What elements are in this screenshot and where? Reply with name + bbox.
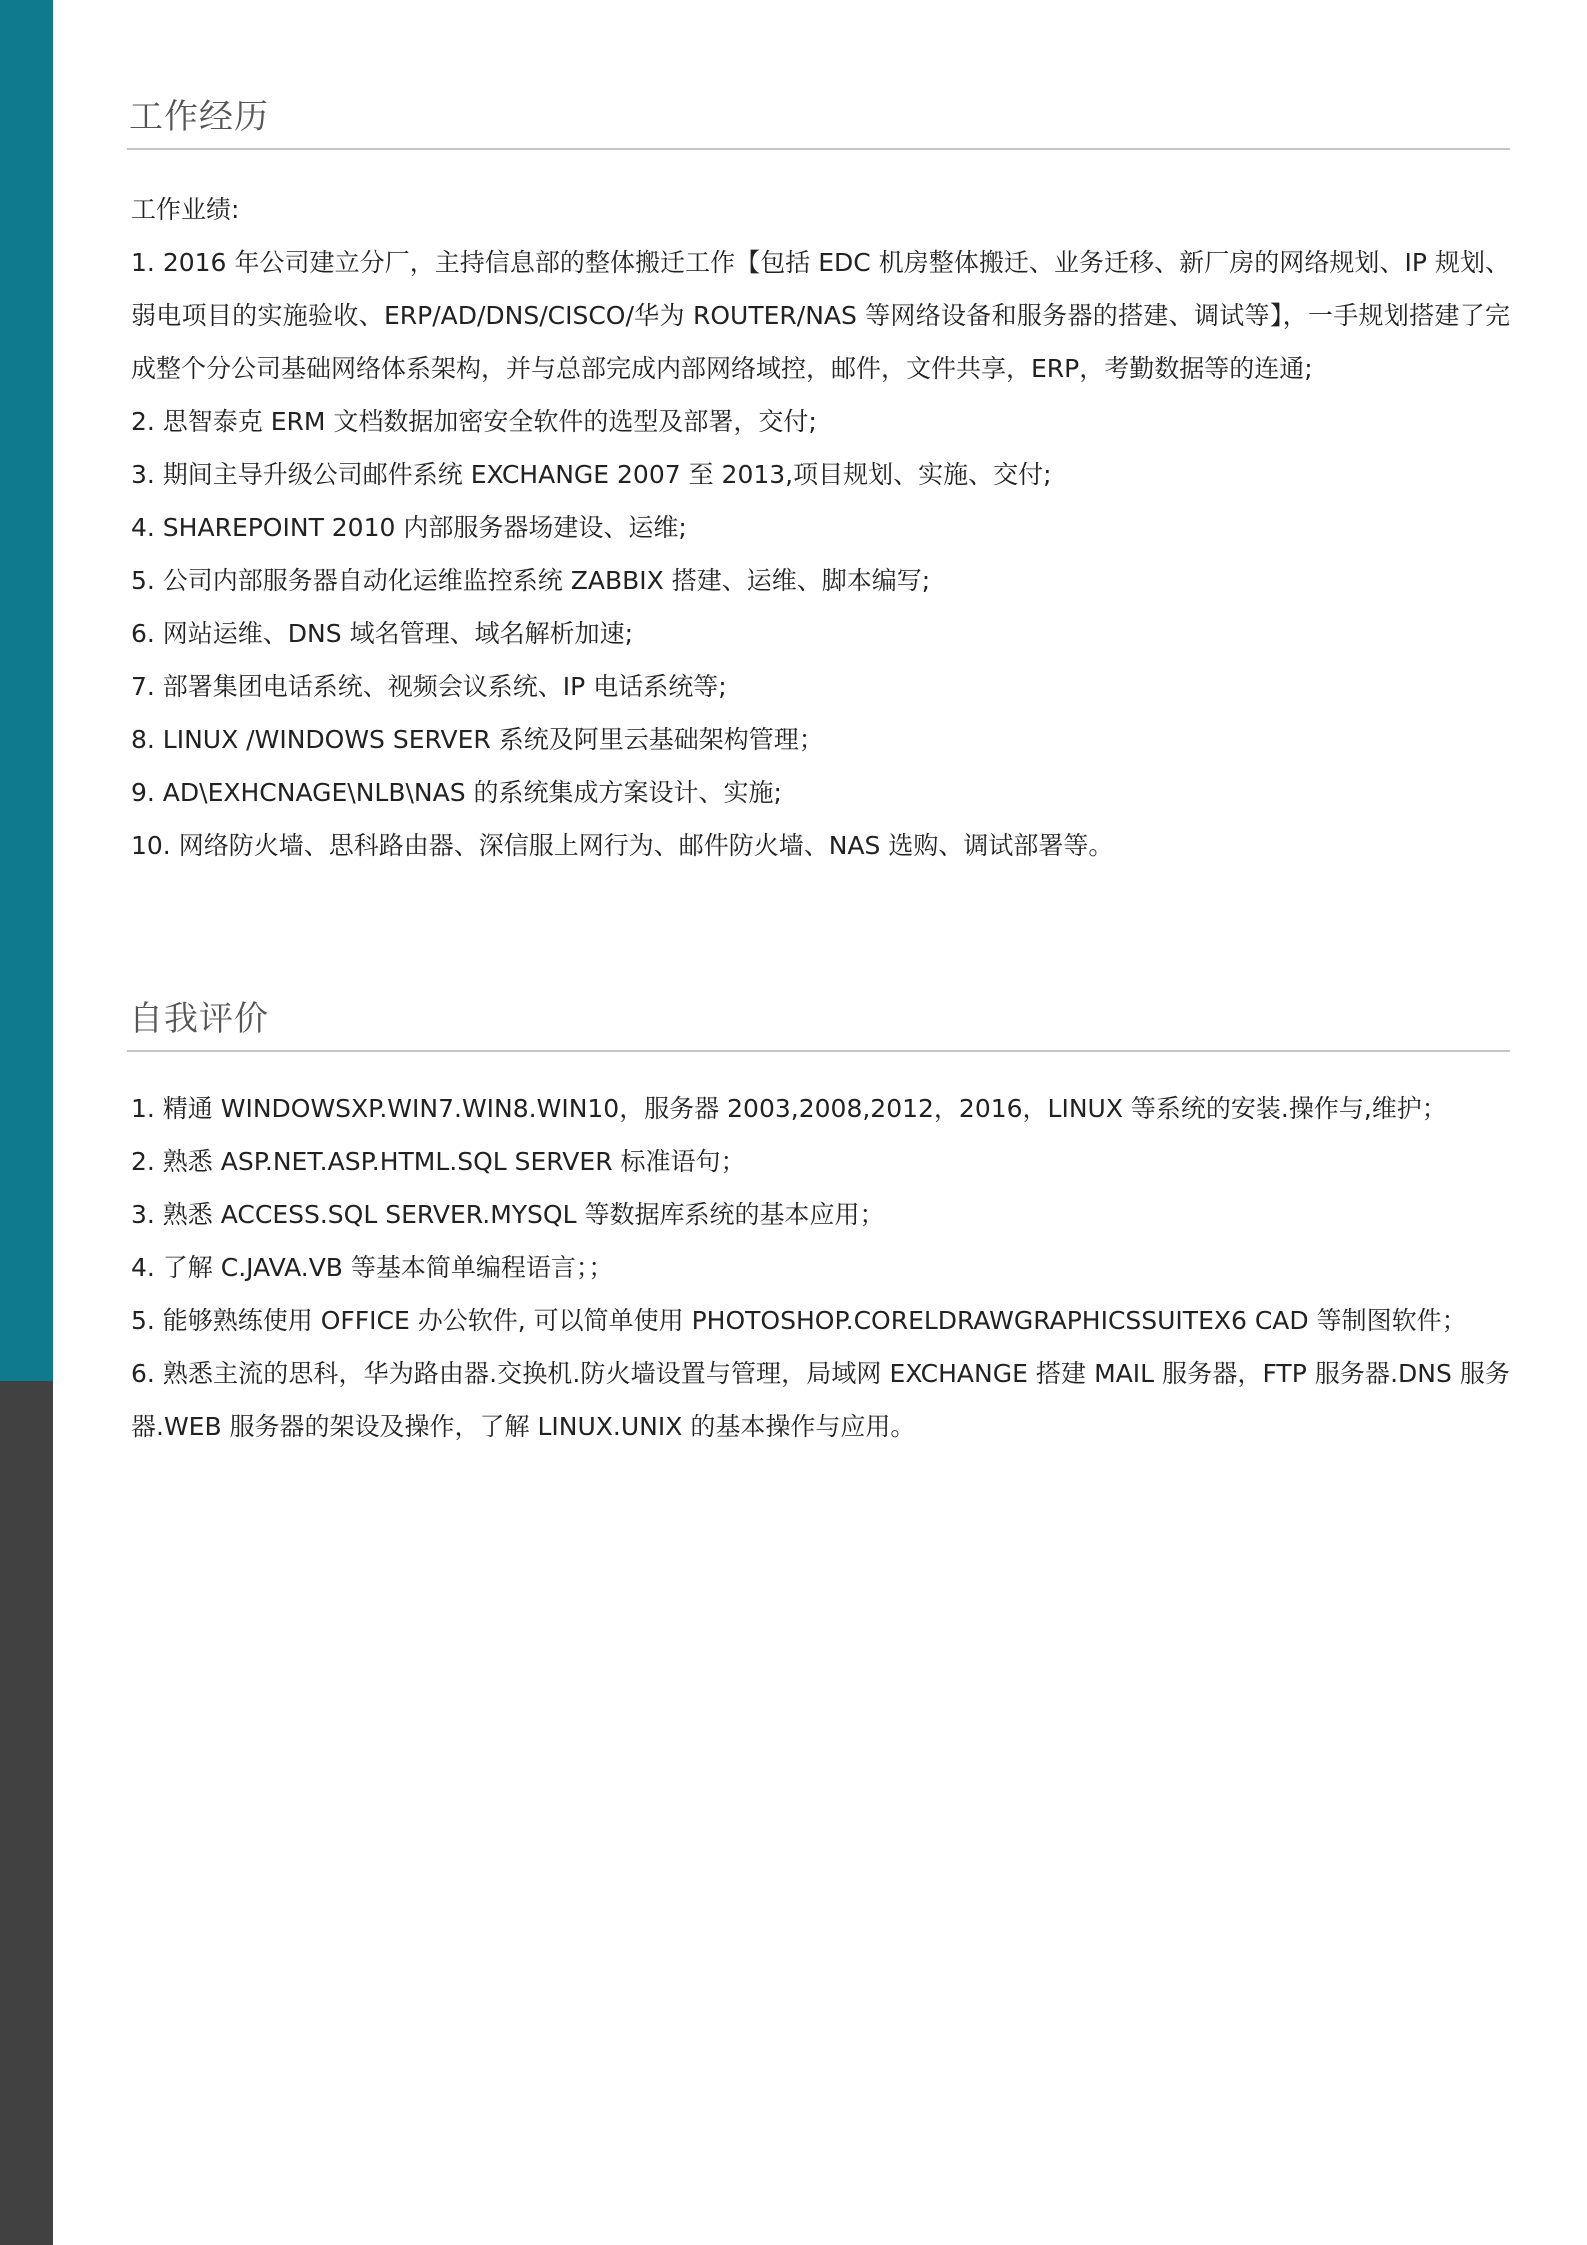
section-divider	[127, 1050, 1510, 1052]
self-list	[131, 1082, 1510, 1453]
work-list	[131, 183, 1510, 872]
list-item: 6. 熟悉主流的思科，华为路由器.交换机.防火墙设置与管理，局域网 EXCHANGE 搭建 MAIL 服务器，FTP 服务器.DNS 服务器.WEB 服务器的架设及操作，了解 LINUX.UNIX 的基本操作与应用。	[131, 1359, 1510, 1441]
list-item: 5. 公司内部服务器自动化运维监控系统 ZABBIX 搭建、运维、脚本编写;	[131, 566, 931, 595]
list-item: 7. 部署集团电话系统、视频会议系统、IP 电话系统等;	[131, 672, 727, 701]
work-subtitle: 工作业绩:	[131, 195, 240, 224]
list-item: 5. 能够熟练使用 OFFICE 办公软件, 可以简单使用 PHOTOSHOP.CORELDRAWGRAPHICSSUITEX6 CAD 等制图软件；	[131, 1306, 1467, 1335]
section-title: 自我评价	[129, 999, 269, 1039]
sidebar-accent-teal	[0, 0, 53, 1381]
list-item: 9. AD\EXHCNAGE\NLB\NAS 的系统集成方案设计、实施;	[131, 778, 782, 807]
section-title: 工作经历	[129, 97, 269, 137]
list-item: 3. 熟悉 ACCESS.SQL SERVER.MYSQL 等数据库系统的基本应用；	[131, 1200, 885, 1229]
section-divider	[127, 148, 1510, 150]
list-item: 4. 了解 C.JAVA.VB 等基本简单编程语言；；	[131, 1253, 614, 1282]
list-item: 8. LINUX /WINDOWS SERVER 系统及阿里云基础架构管理；	[131, 725, 824, 754]
list-item: 1. 2016 年公司建立分厂，主持信息部的整体搬迁工作【包括 EDC 机房整体搬迁、业务迁移、新厂房的网络规划、IP 规划、弱电项目的实施验收、ERP/AD/DNS/CISCO/华为 ROUTER/NAS 等网络设备和服务器的搭建、调试等】，一手规划搭建了完成整个分公司基础网络体系架构，并与总部完成内部网络域控，邮件，文件共享，ERP，考勤数据等的连通;	[131, 248, 1510, 383]
list-item: 4. SHAREPOINT 2010 内部服务器场建设、运维;	[131, 513, 687, 542]
list-item: 2. 熟悉 ASP.NET.ASP.HTML.SQL SERVER 标准语句；	[131, 1147, 746, 1176]
list-item: 2. 思智泰克 ERM 文档数据加密安全软件的选型及部署，交付;	[131, 407, 817, 436]
list-item: 6. 网站运维、DNS 域名管理、域名解析加速;	[131, 619, 633, 648]
list-item: 3. 期间主导升级公司邮件系统 EXCHANGE 2007 至 2013,项目规划、实施、交付;	[131, 460, 1052, 489]
list-item: 1. 精通 WINDOWSXP.WIN7.WIN8.WIN10，服务器 2003,2008,2012，2016，LINUX 等系统的安装.操作与,维护；	[131, 1094, 1447, 1123]
list-item: 10. 网络防火墙、思科路由器、深信服上网行为、邮件防火墙、NAS 选购、调试部署等。	[131, 831, 1114, 860]
sidebar-accent-dark	[0, 1381, 53, 2245]
